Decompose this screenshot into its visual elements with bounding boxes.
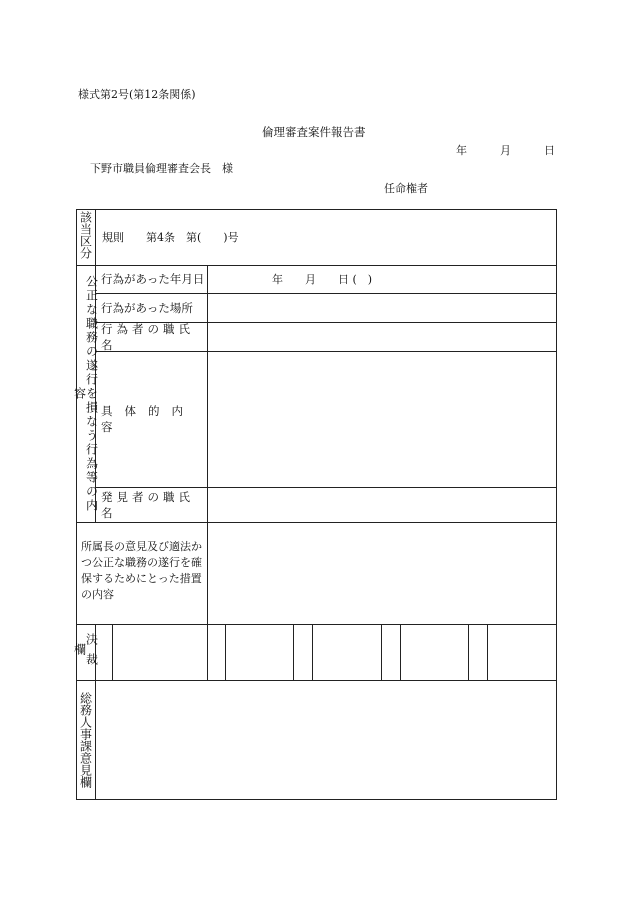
document-title: 倫理審査案件報告書 [262, 125, 366, 139]
actor-label: 行為者の職氏名 [101, 321, 194, 352]
date-month: 月 [500, 144, 511, 157]
act-place-label: 行為があった場所 [101, 300, 193, 315]
details-field[interactable] [208, 352, 556, 486]
approval-header [72, 626, 99, 680]
actor-field[interactable] [208, 323, 556, 350]
act-place-field[interactable] [208, 294, 556, 321]
section-header [72, 269, 99, 519]
details-label: 具体的内容 [101, 404, 195, 434]
act-date-label: 行為があった年月日 [101, 272, 205, 286]
general-affairs-field[interactable] [96, 681, 556, 799]
date-day: 日 [544, 144, 555, 157]
category-text: 規則 第4条 第( )号 [102, 231, 239, 244]
category-header-text: 該当区分 [78, 211, 93, 259]
act-date-value: 年 月 日 ( ) [272, 273, 373, 286]
form-number: 様式第2号(第12条関係) [78, 88, 196, 101]
manager-opinion-label: 所属長の意見及び適法かつ公正な職務の遂行を確保するためにとった措置の内容 [81, 540, 202, 601]
general-affairs-header-text: 総務人事課意見欄 [78, 692, 93, 788]
manager-opinion-field[interactable] [208, 523, 556, 623]
report-table [72, 209, 557, 800]
approval-header-text: 決裁欄 [72, 633, 99, 673]
finder-label: 発見者の職氏名 [101, 489, 194, 520]
category-header [76, 211, 95, 265]
appointer: 任命権者 [384, 182, 428, 195]
general-affairs-header [76, 692, 95, 797]
finder-field[interactable] [208, 488, 556, 521]
date-line [456, 142, 555, 158]
addressee: 下野市職員倫理審査会長 様 [90, 162, 233, 175]
section-header-text: 公正な職務の遂行を損なう行為等の内容 [72, 275, 99, 513]
date-year: 年 [456, 144, 467, 157]
